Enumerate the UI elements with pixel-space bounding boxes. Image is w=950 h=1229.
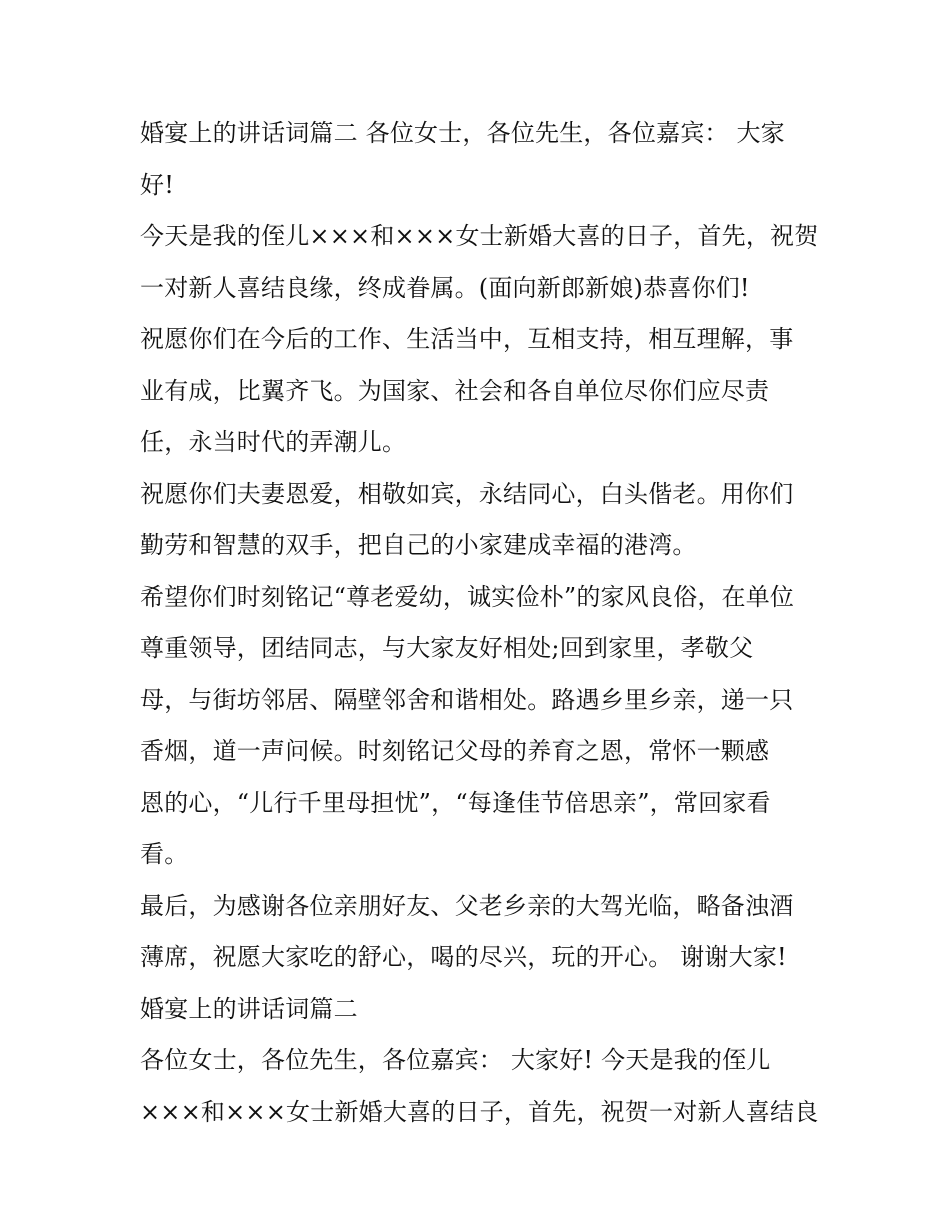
text-line: 今天是我的侄儿×××和×××女士新婚大喜的日子，首先，祝贺 [140,222,819,250]
text-line: 最后，为感谢各位亲朋好友、父老乡亲的大驾光临，略备浊酒 [140,891,794,920]
text-line: 任，永当时代的弄潮儿。 [140,428,407,456]
text-line: 希望你们时刻铭记“尊老爱幼，诚实俭朴”的家风良俗，在单位 [140,582,795,611]
text-line: 业有成，比翼齐飞。为国家、社会和各自单位尽你们应尽责 [140,376,770,405]
text-line: 香烟，道一声问候。时刻铭记父母的养育之恩，常怀一颗感 [140,737,770,765]
text-line: 看。 [140,840,189,868]
text-line: 好! [140,170,175,199]
text-line: 一对新人喜结良缘，终成眷属。(面向新郎新娘)恭喜你们! [140,273,750,302]
text-line: 恩的心，“儿行千里母担忧”，“每逢佳节倍思亲”，常回家看 [140,788,771,817]
text-line: 祝愿你们在今后的工作、生活当中，互相支持，相互理解，事 [140,325,794,353]
speech-text [140,108,820,1138]
text-line: 各位女士，各位先生，各位嘉宾： 大家好! 今天是我的侄儿 [140,1046,771,1074]
text-line: 尊重领导，团结同志，与大家友好相处;回到家里，孝敬父 [140,634,754,662]
text-line: 母，与街坊邻居、隔壁邻舍和谐相处。路遇乡里乡亲，递一只 [140,685,794,714]
text-line: 祝愿你们夫妻恩爱，相敬如宾，永结同心，白头偕老。用你们 [140,479,794,508]
text-line: ×××和×××女士新婚大喜的日子，首先，祝贺一对新人喜结良 [140,1097,819,1126]
text-line: 婚宴上的讲话词篇二 各位女士，各位先生，各位嘉宾： 大家 [140,119,785,147]
text-line: 薄席，祝愿大家吃的舒心，喝的尽兴，玩的开心。 谢谢大家! [140,943,787,971]
section-heading: 婚宴上的讲话词篇二 [140,994,358,1023]
text-line: 勤劳和智慧的双手，把自己的小家建成幸福的港湾。 [140,531,697,559]
